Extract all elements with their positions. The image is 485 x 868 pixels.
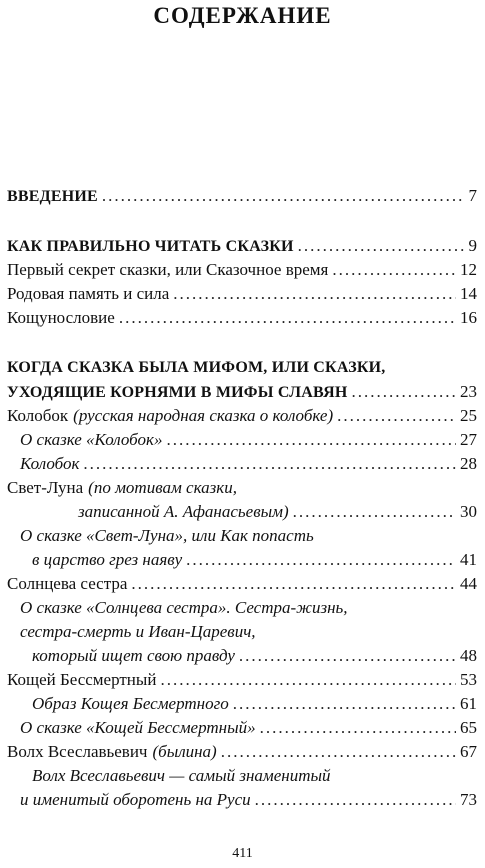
toc-entry-sun-about-line2[interactable] [0, 620, 485, 644]
toc-entry-myth-line2[interactable] [0, 380, 485, 404]
toc-page-number: 30 [460, 502, 477, 521]
toc-entry-title: в царство грез наяву [32, 550, 183, 569]
toc-entry-title: Солнцева сестра [7, 574, 128, 593]
toc-entry-intro[interactable] [0, 184, 485, 208]
toc-entry-svet-luna-line2[interactable] [0, 500, 485, 524]
toc-entry-title: ВВЕДЕНИЕ [7, 188, 98, 205]
leader-dots [221, 740, 456, 764]
toc-entry-title: Кощей Бессмертный [7, 670, 157, 689]
toc-entry-kolobok[interactable] [0, 404, 485, 428]
toc-page-number: 41 [460, 550, 477, 569]
leader-dots [293, 500, 456, 524]
toc-entry-note: (русская народная сказка о колобке) [73, 406, 334, 425]
leader-dots [119, 306, 456, 330]
toc-page-number: 9 [468, 236, 477, 255]
leader-dots [160, 668, 456, 692]
toc-entry-title: Волх Всеславьевич — самый знаменитый [32, 766, 331, 785]
toc-entry-sun-about-line1[interactable] [0, 596, 485, 620]
toc-entry-koshey-about[interactable] [0, 716, 485, 740]
toc-page-number: 44 [460, 574, 477, 593]
leader-dots [260, 716, 456, 740]
leader-dots [131, 572, 456, 596]
toc-entry-volkh[interactable] [0, 740, 485, 764]
toc-entry-volkh-about-line2[interactable] [0, 788, 485, 812]
toc-page-number: 16 [460, 308, 477, 327]
toc-entry-title: О сказке «Свет-Луна», или Как попасть [20, 526, 314, 545]
toc-entry-sun-about-line3[interactable] [0, 644, 485, 668]
toc-page-number: 73 [460, 790, 477, 809]
toc-entry-kolobok-text[interactable] [0, 452, 485, 476]
toc-page-number: 28 [460, 454, 477, 473]
toc-entry-title: Образ Кощея Бесмертного [32, 694, 229, 713]
leader-dots [233, 692, 456, 716]
toc-entry-title: О сказке «Колобок» [20, 430, 163, 449]
toc-entry-title: КАК ПРАВИЛЬНО ЧИТАТЬ СКАЗКИ [7, 238, 294, 255]
toc-page-number: 25 [460, 406, 477, 425]
table-of-contents [0, 184, 485, 812]
toc-entry-title: КОГДА СКАЗКА БЫЛА МИФОМ, ИЛИ СКАЗКИ, [7, 359, 386, 376]
leader-dots [166, 428, 456, 452]
toc-entry-title: Родовая память и сила [7, 284, 170, 303]
leader-dots [352, 380, 456, 404]
toc-entry-title: Волх Всеславьевич [7, 742, 148, 761]
toc-page-number: 14 [460, 284, 477, 303]
toc-entry-sun-sister[interactable] [0, 572, 485, 596]
leader-dots [173, 282, 456, 306]
leader-dots [239, 644, 456, 668]
toc-page-number: 7 [468, 186, 477, 205]
toc-entry-koshey[interactable] [0, 668, 485, 692]
toc-page-number: 48 [460, 646, 477, 665]
toc-entry-title: Колобок [20, 454, 80, 473]
leader-dots [83, 452, 456, 476]
toc-entry-svet-luna-about-line1[interactable] [0, 524, 485, 548]
toc-entry-koshchunoslovie[interactable] [0, 306, 485, 330]
leader-dots [102, 184, 465, 208]
toc-entry-kolobok-about[interactable] [0, 428, 485, 452]
toc-entry-title: который ищет свою правду [32, 646, 235, 665]
toc-entry-volkh-about-line1[interactable] [0, 764, 485, 788]
toc-entry-koshey-image[interactable] [0, 692, 485, 716]
toc-entry-first-secret[interactable] [0, 258, 485, 282]
toc-entry-how-to-read[interactable] [0, 234, 485, 258]
toc-entry-title: УХОДЯЩИЕ КОРНЯМИ В МИФЫ СЛАВЯН [7, 384, 348, 401]
toc-entry-title: Свет-Луна [7, 478, 84, 497]
toc-entry-svet-luna-about-line2[interactable] [0, 548, 485, 572]
toc-entry-svet-luna-line1[interactable] [0, 476, 485, 500]
toc-page-number: 61 [460, 694, 477, 713]
toc-entry-title: Колобок [7, 406, 69, 425]
leader-dots [255, 788, 456, 812]
toc-page-number: 12 [460, 260, 477, 279]
toc-entry-note: (былина) [152, 742, 217, 761]
toc-entry-title: и именитый оборотень на Руси [20, 790, 251, 809]
toc-page-number: 65 [460, 718, 477, 737]
toc-page-number: 27 [460, 430, 477, 449]
toc-page-number: 67 [460, 742, 477, 761]
page-title: СОДЕРЖАНИЕ [153, 3, 332, 28]
toc-entry-title: сестра-смерть и Иван-Царевич, [20, 622, 256, 641]
toc-entry-title: О сказке «Кощей Бессмертный» [20, 718, 256, 737]
leader-dots [186, 548, 456, 572]
leader-dots [337, 404, 456, 428]
toc-entry-ancestral-memory[interactable] [0, 282, 485, 306]
leader-dots [298, 234, 465, 258]
toc-entry-title: Кощунословие [7, 308, 115, 327]
toc-page-number: 23 [460, 382, 477, 401]
toc-entry-title: О сказке «Солнцева сестра». Сестра-жизнь, [20, 598, 348, 617]
page-number: 411 [232, 846, 253, 861]
toc-entry-myth-line1[interactable] [0, 356, 485, 380]
leader-dots [332, 258, 456, 282]
toc-entry-title: Первый секрет сказки, или Сказочное время [7, 260, 329, 279]
toc-page-number: 53 [460, 670, 477, 689]
toc-entry-note: (по мотивам сказки, [88, 478, 237, 497]
toc-entry-note: записанной А. Афанасьевым) [78, 502, 289, 521]
